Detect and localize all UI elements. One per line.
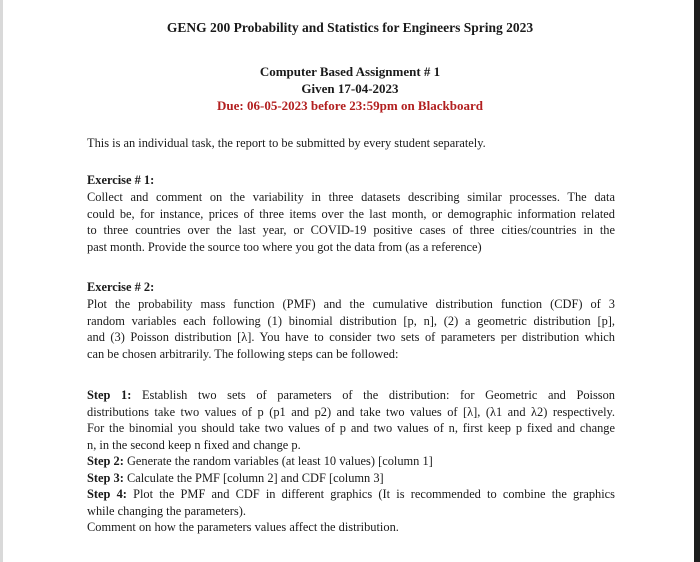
step1-line: For the binomial you should take two values of p and two values of n, first keep p fixed and change [87,421,615,435]
exercise2-line: random variables each following (1) binomial distribution [p, n], (2) a geometric distribution [p], [87,313,615,328]
exercise1-body [87,189,615,255]
step4-line [87,486,615,503]
step2-label: Step 2: [87,454,124,468]
exercise2-body [87,296,615,362]
exercise2-line: can be chosen arbitrarily. The following steps can be followed: [87,346,399,361]
assignment-title: Computer Based Assignment # 1 [259,64,441,79]
exercise2-line: and (3) Poisson distribution [λ]. You have to consider two sets of parameters per distribution which [87,330,615,344]
step4-label: Step 4: [87,487,127,501]
step3-label: Step 3: [87,470,124,485]
closing-comment: Comment on how the parameters values affect the distribution. [87,520,399,534]
step3-text: Calculate the PMF [column 2] and CDF [column 3] [126,470,384,485]
course-title: GENG 200 Probability and Statistics for Engineers Spring 2023 [166,20,534,35]
exercise1-heading: Exercise # 1: [87,173,155,187]
exercise2-heading: Exercise # 2: [87,280,155,294]
exercise1-line: to three countries over the last year, or COVID-19 positive cases of three cities/countries in the [87,223,615,237]
step4-text: Plot the PMF and CDF in different graphics (It is recommended to combine the graphics [133,487,615,501]
step2-line [87,453,615,470]
exercise2-line: Plot the probability mass function (PMF) and the cumulative distribution function (CDF) of 3 [87,297,615,311]
step1-label: Step 1: [87,388,132,402]
intro-text: This is an individual task, the report to be submitted by every student separately. [87,136,486,150]
exercise1-line: past month. Provide the source too where you got the data from (as a reference) [87,239,482,254]
step1-line [87,387,615,404]
step1-line: n, in the second keep n fixed and change p. [87,437,301,452]
due-date: Due: 06-05-2023 before 23:59pm on Blackboard [217,98,483,113]
step2-text: Generate the random variables (at least 10 values) [column 1] [126,454,433,468]
exercise1-line: could be, for instance, prices of three items over the last month, or demographic information related [87,206,615,221]
steps-body [87,387,615,536]
step4-line: while changing the parameters). [87,503,246,518]
exercise1-line: Collect and comment on the variability in three datasets describing similar processes. The data [87,190,615,204]
step1-line: distributions take two values of p (p1 and p2) and take two values of [λ], (λ1 and λ2) respectively. [87,404,615,419]
given-date: Given 17-04-2023 [301,81,399,96]
step1-text: Establish two sets of parameters of the distribution: for Geometric and Poisson [141,388,616,402]
step3-line [87,470,615,487]
